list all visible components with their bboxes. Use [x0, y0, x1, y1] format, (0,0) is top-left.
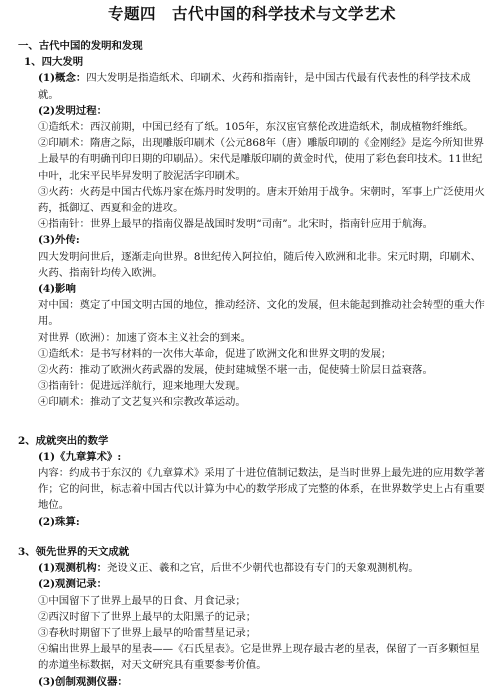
concept-label: (1)概念： [38, 72, 87, 85]
spread-heading: (3)外传: [38, 234, 80, 247]
process-item-gunpowder: ③火药：火药是中国古代炼丹家在炼丹时发明的。唐末开始用于战争。宋朝时，军事上广泛使用火药，抵御辽、西夏和金的进攻。 [38, 185, 485, 215]
astronomy-instruments-heading: (3)创制观测仪器： [38, 675, 128, 688]
abacus-heading: (2)珠算: [38, 515, 80, 528]
astronomy-record-eclipse: ①中国留下了世界上最早的日食、月食记录； [38, 594, 246, 607]
impact-item-paper: ①造纸术：是书写材料的一次伟大革命，促进了欧洲文化和世界文明的发展； [38, 347, 392, 360]
process-item-printing: ②印刷术：隋唐之际，出现雕版印刷术（公元868年（唐）雕版印刷的《金刚经》是迄今所知世界上最早的有明确刊印日期的印刷品）。宋代是雕版印刷的黄金时代，使用了彩色套印技术。11世纪中叶，北宋平民毕昇发明了胶泥活字印刷术。 [38, 137, 484, 182]
astronomy-record-halley: ③春秋时期留下了世界上最早的哈雷彗星记录； [38, 626, 257, 639]
impact-item-printing: ④印刷术：推动了文艺复兴和宗教改革运动。 [38, 396, 246, 409]
concept-paragraph [18, 70, 486, 102]
spacer [18, 530, 486, 544]
process-heading: (2)发明过程： [38, 104, 108, 117]
impact-item-gunpowder: ②火药：推动了欧洲火药武器的发展，使封建城堡不堪一击，促使骑士阶层日益衰落。 [38, 364, 433, 377]
spacer [18, 411, 486, 433]
impact-item-compass: ③指南针：促进远洋航行，迎来地理大发现。 [38, 380, 246, 393]
astronomy-record-star-catalog: ④编出世界上最早的星表——《石氏星表》。它是世界上现存最古老的星表，保留了一百多颗恒星的赤道坐标数据，对天文研究具有重要参考价值。 [38, 643, 480, 672]
concept-text: 四大发明是指造纸术、印刷术、火药和指南针，是中国古代最有代表性的科学技术成就。 [38, 72, 471, 101]
process-item-compass: ④指南针：世界上最早的指南仪器是战国时发明“司南”。北宋时，指南针应用于航海。 [38, 218, 434, 231]
impact-heading: (4)影响 [38, 283, 76, 296]
astronomy-records-heading: (2)观测记录： [38, 578, 108, 591]
astronomy-record-sunspot: ②西汉时留下了世界上最早的太阳黑子的记录； [38, 610, 257, 623]
section-heading-math: 2、成就突出的数学 [18, 434, 109, 447]
spread-paragraph: 四大发明问世后，逐渐走向世界。8世纪传入阿拉伯，随后传入欧洲和北非。宋元时期，印刷术、火药、指南针均传入欧洲。 [38, 250, 482, 279]
astronomy-observatory-label: (1)观测机构： [38, 562, 108, 575]
page-title: 专题四 古代中国的科学技术与文学艺术 [107, 4, 396, 23]
math-paragraph: 内容：约成书于东汉的《九章算术》采用了十进位值制记数法，是当时世界上最先进的应用数学著作；它的问世，标志着中国古代以计算为中心的数学形成了完整的体系，在世界数学史上占有重要地位。 [38, 467, 485, 512]
impact-europe: 对世界（欧洲）：加速了资本主义社会的到来。 [38, 331, 252, 344]
astronomy-observatory-paragraph [18, 560, 486, 576]
subsection-heading-four-inventions: 1、四大发明 [24, 56, 84, 69]
process-item-paper: ①造纸术：西汉前期，中国已经有了纸。105年，东汉宦官蔡伦改进造纸术，制成植物纤维纸。 [38, 121, 474, 134]
astronomy-observatory-text: 尧设义正、羲和之官，后世不少朝代也都设有专门的天象观测机构。 [107, 562, 419, 575]
impact-china: 对中国：奠定了中国文明古国的地位，推动经济、文化的发展，但未能起到推动社会转型的重大作用。 [38, 299, 485, 328]
section-heading-astronomy: 3、领先世界的天文成就 [18, 545, 130, 558]
section-heading-1: 一、古代中国的发明和发现 [18, 40, 143, 52]
math-book-heading: (1)《九章算术》: [38, 450, 122, 463]
